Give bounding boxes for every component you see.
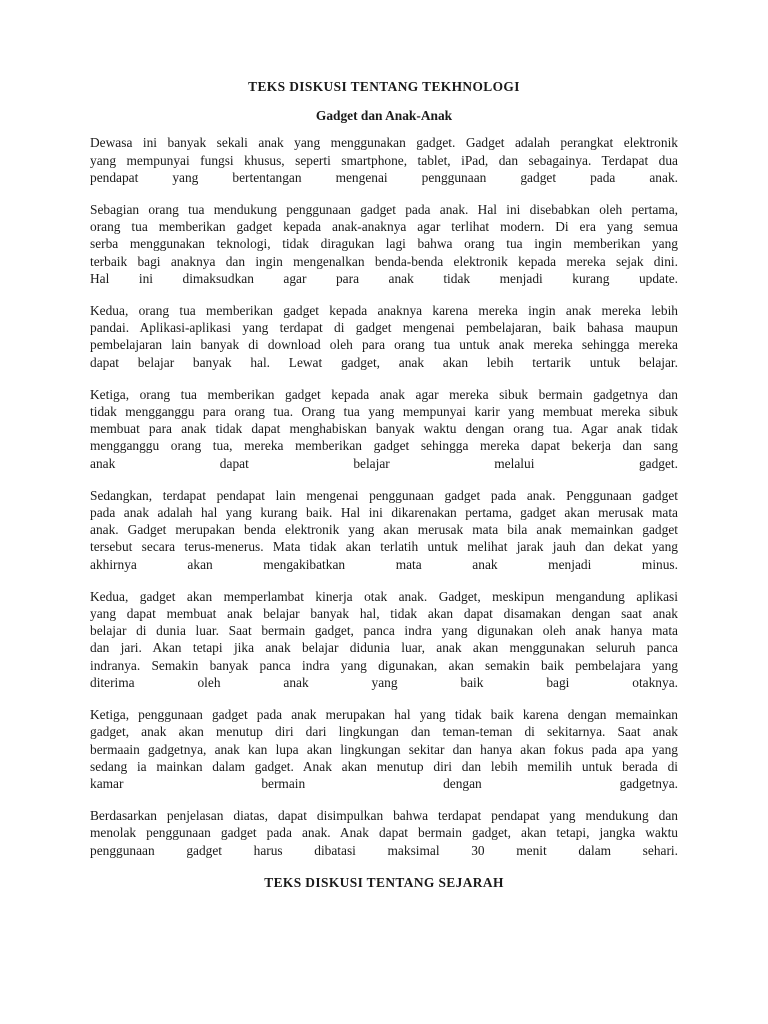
paragraph-line: pembelajaran lain banyak di download oleh para orang tua untuk anak mereka sehingga mereka: [90, 337, 678, 353]
paragraph-line: gadget, anak akan menutup diri dari lingkungan dan teman-teman di sekitarnya. Saat anak: [90, 724, 678, 740]
paragraph-line: pada anak adalah hal yang kurang baik. Hal ini dikarenakan pertama, gadget akan merusak mata: [90, 505, 678, 521]
paragraph-line: tersebut secara terus-menerus. Mata tidak akan terlatih untuk melihat jarak jauh dan dekat yang: [90, 539, 678, 555]
paragraph-line: sedang ia mainkan dalam gadget. Anak akan menutup diri dan lebih memilih untuk berada di: [90, 758, 678, 774]
paragraph-line: Hal ini dimaksudkan agar para anak tidak menjadi kurang update.: [90, 270, 678, 286]
paragraph-line: mengganggu orang tua, mereka memberikan gadget sehingga mereka dapat bekerja dan sang: [90, 438, 678, 454]
paragraph-line: membuat para anak tidak dapat menghabiskan banyak waktu dengan orang tua. Agar anak tidak: [90, 421, 678, 437]
paragraph: [90, 807, 678, 859]
paragraph-line: pandai. Aplikasi-aplikasi yang terdapat di gadget mengenai pembelajaran, baik bahasa maupun: [90, 320, 678, 336]
paragraph: [90, 302, 678, 371]
paragraph-line: orang tua memberikan gadget kepada anak-anaknya agar terlihat modern. Di era yang semua: [90, 219, 678, 235]
document-title: TEKS DISKUSI TENTANG TEKHNOLOGI: [248, 79, 520, 94]
paragraph-line: indranya. Semakin banyak panca indra yang digunakan, akan semakin baik pembelajara yang: [90, 657, 678, 673]
paragraph-line: Sedangkan, terdapat pendapat lain mengenai penggunaan gadget pada anak. Penggunaan gadget: [90, 487, 678, 503]
paragraph-line: anak. Gadget merupakan benda elektronik yang akan merusak mata bila anak memainkan gadget: [90, 522, 678, 538]
paragraph-line: tidak mengganggu para orang tua. Orang tua yang mempunyai karir yang membuat mereka sibuk: [90, 404, 678, 420]
paragraph-line: Kedua, gadget akan memperlambat kinerja otak anak. Gadget, meskipun mengandung aplikasi: [90, 588, 678, 604]
paragraph: [90, 487, 678, 573]
paragraph-line: dan jari. Akan tetapi jika anak belajar didunia luar, anak akan menggunakan seluruh panca: [90, 640, 678, 656]
paragraph-line: anak dapat belajar melalui gadget.: [90, 455, 678, 471]
document-content: [90, 78, 678, 891]
paragraph-line: kamar bermain dengan gadgetnya.: [90, 775, 678, 791]
paragraph: [90, 134, 678, 186]
paragraph-line: Ketiga, orang tua memberikan gadget kepada anak agar mereka sibuk bermain gadgetnya dan: [90, 386, 678, 402]
paragraph-line: pendapat yang bertentangan mengenai penggunaan gadget pada anak.: [90, 169, 678, 185]
paragraph: [90, 706, 678, 792]
document-subtitle: Gadget dan Anak-Anak: [315, 108, 453, 124]
paragraph: [90, 386, 678, 472]
paragraph-line: penggunaan gadget harus dibatasi maksimal 30 menit dalam sehari.: [90, 842, 678, 858]
paragraph-line: terbaik bagi anaknya dan ingin mengenalkan benda-benda elektronik kepada mereka sejak dini.: [90, 253, 678, 269]
paragraph-line: bermaain gadgetnya, anak kan lupa akan lingkungan sekitar dan hanya akan fokus pada apa yang: [90, 741, 678, 757]
paragraph-line: serba menggunakan teknologi, tidak diragukan lagi bahwa orang tua ingin memberikan yang: [90, 236, 678, 252]
next-section-title: TEKS DISKUSI TENTANG SEJARAH: [264, 874, 504, 890]
paragraph-line: dapat belajar banyak hal. Lewat gadget, anak akan lebih tertarik untuk belajar.: [90, 354, 678, 370]
paragraph-line: menolak penggunaan gadget pada anak. Anak dapat bermain gadget, akan tetapi, jangka waktu: [90, 825, 678, 841]
paragraph: [90, 201, 678, 287]
paragraph-line: Ketiga, penggunaan gadget pada anak merupakan hal yang tidak baik karena dengan memainkan: [90, 707, 678, 723]
paragraph-line: yang mempunyai fungsi khusus, seperti smartphone, tablet, iPad, dan sebagainya. Terdapat dua: [90, 152, 678, 168]
paragraph-line: Kedua, orang tua memberikan gadget kepada anaknya karena mereka ingin anak mereka lebih: [90, 303, 678, 319]
paragraph-list: [90, 134, 678, 858]
paragraph-line: Sebagian orang tua mendukung penggunaan gadget pada anak. Hal ini disebabkan oleh pertama,: [90, 202, 678, 218]
paragraph: [90, 588, 678, 691]
paragraph-line: belajar di dunia luar. Saat bermain gadget, panca indra yang digunakan oleh anak hanya mata: [90, 623, 678, 639]
paragraph-line: akhirnya akan mengakibatkan mata anak menjadi minus.: [90, 556, 678, 572]
paragraph-line: yang dapat membuat anak belajar banyak hal, tidak akan dapat disamakan dengan saat anak: [90, 606, 678, 622]
paragraph-line: Dewasa ini banyak sekali anak yang menggunakan gadget. Gadget adalah perangkat elektronik: [90, 135, 678, 151]
paragraph-line: diterima oleh anak yang baik bagi otaknya.: [90, 674, 678, 690]
paragraph-line: Berdasarkan penjelasan diatas, dapat disimpulkan bahwa terdapat pendapat yang mendukung dan: [90, 808, 678, 824]
